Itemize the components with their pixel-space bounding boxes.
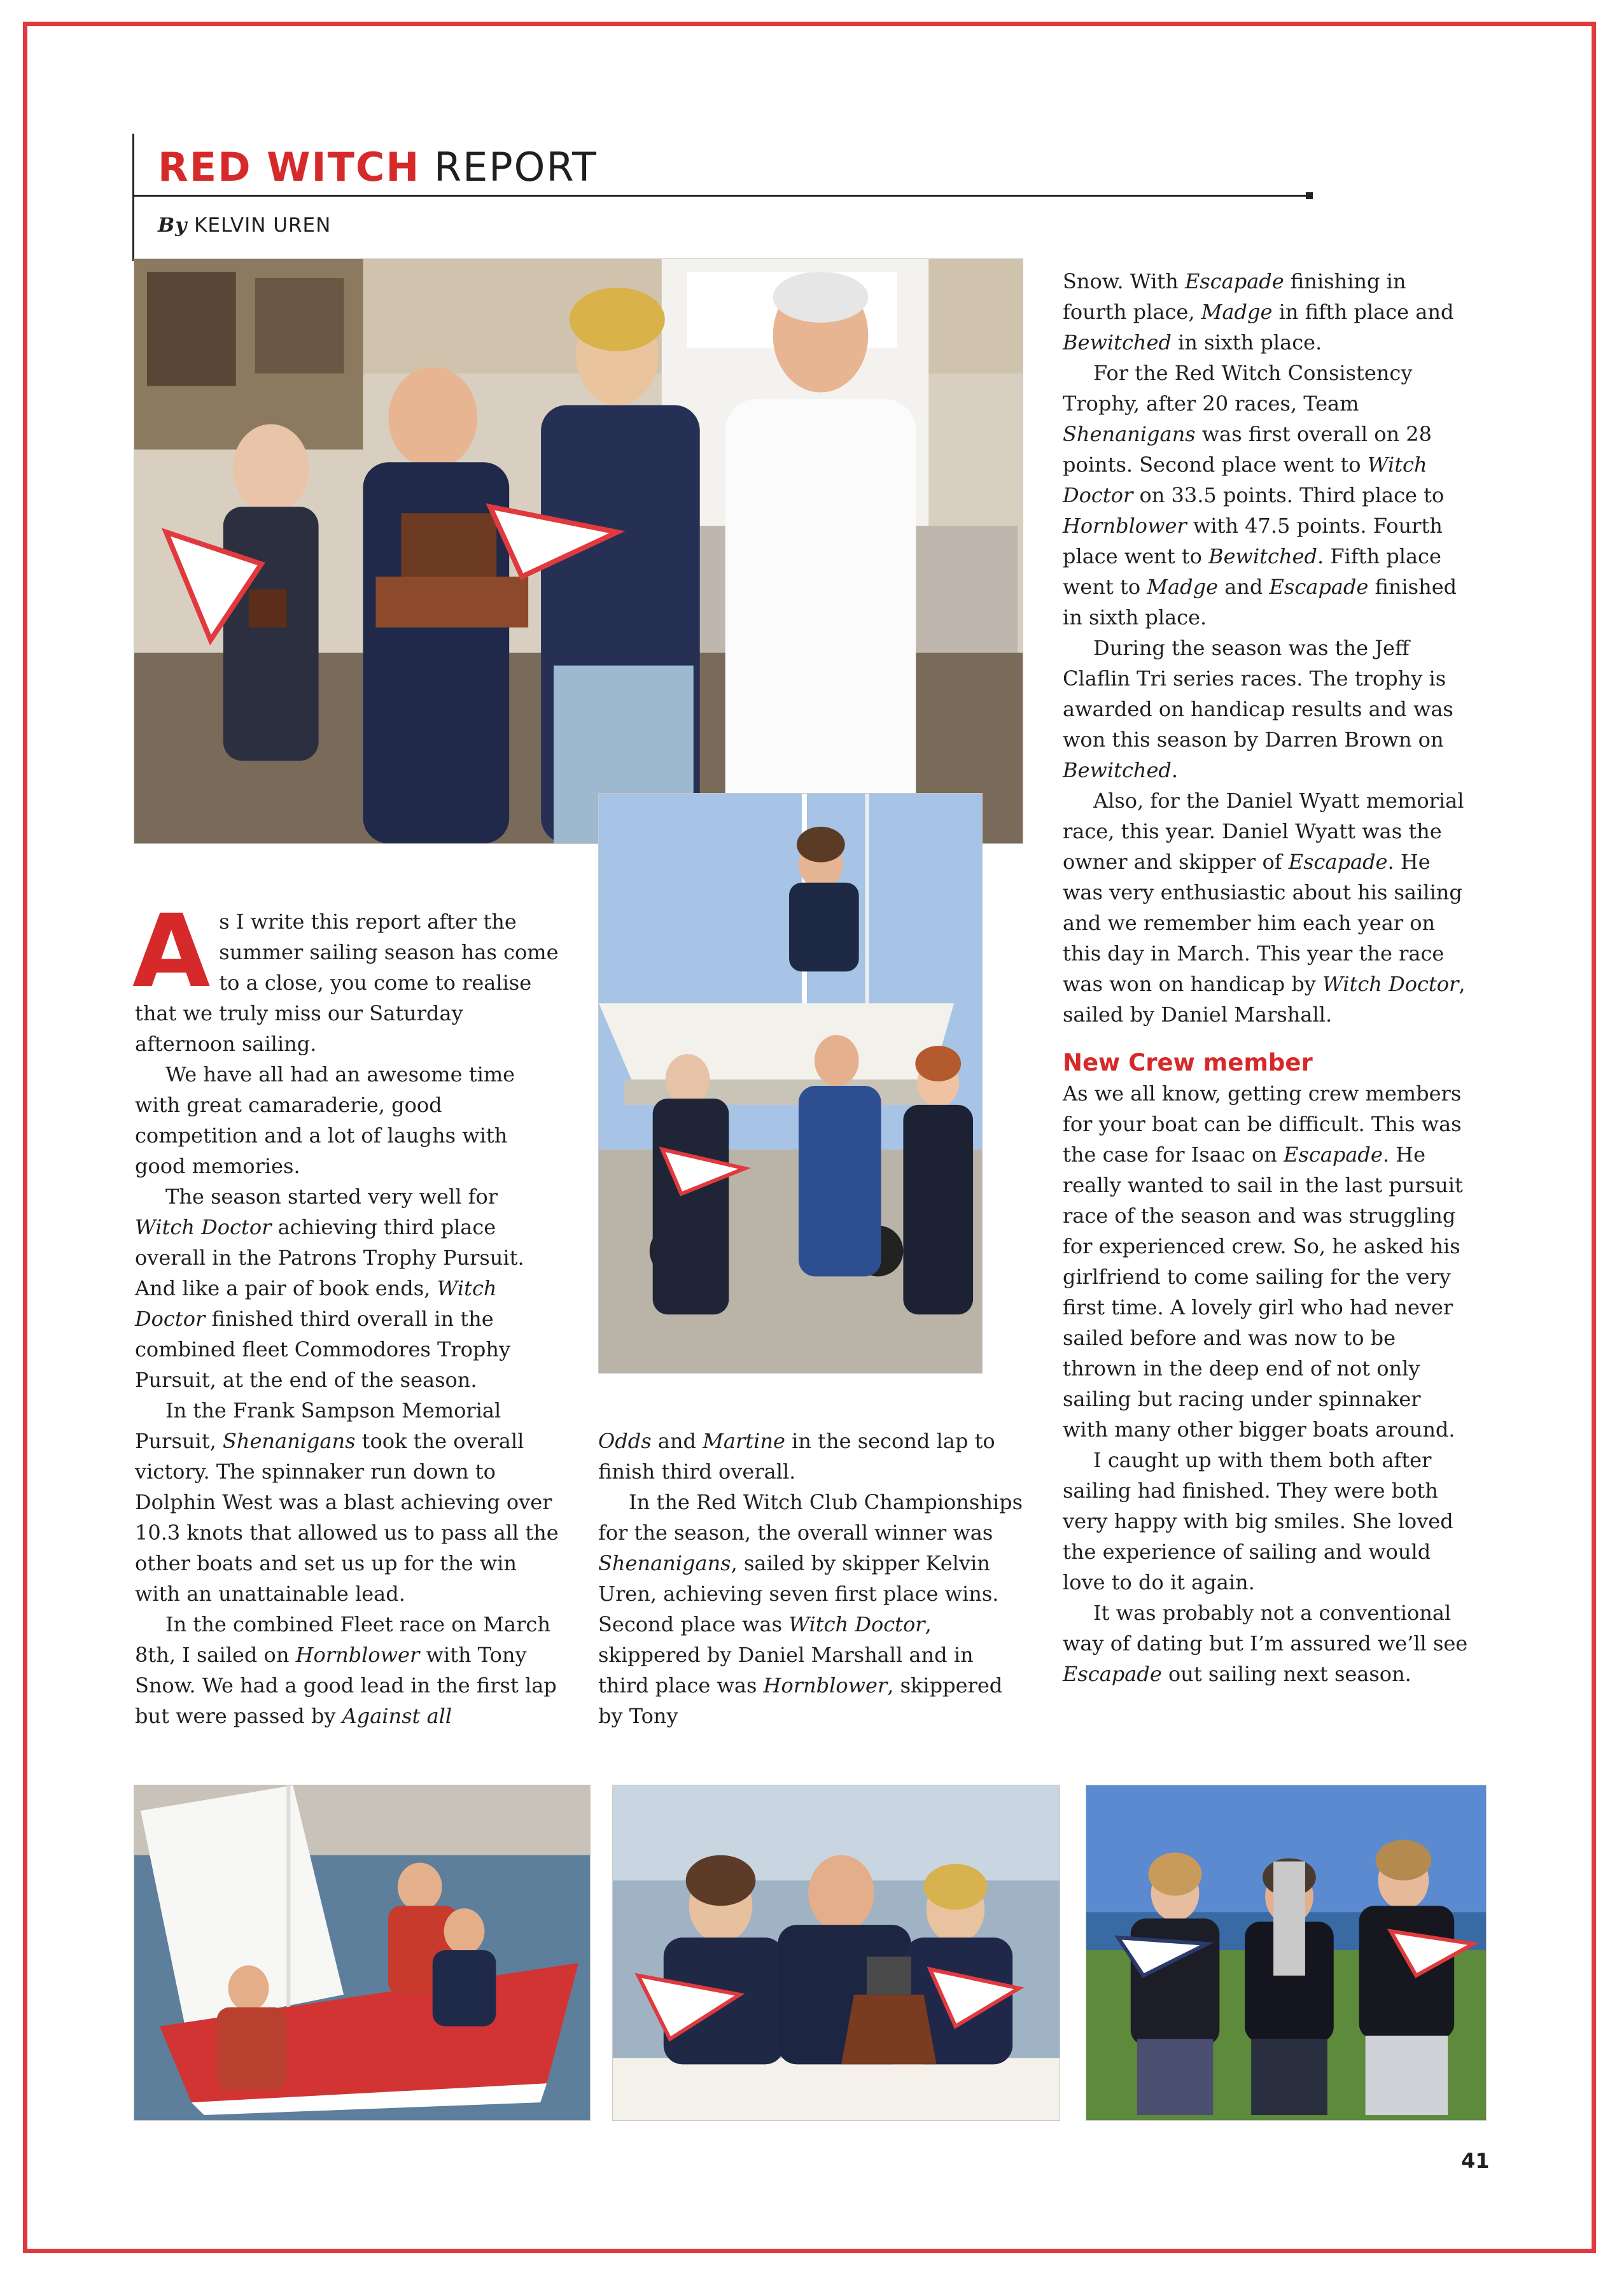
paragraph-text: finished third overall in the combined fleet Commodores Trophy Pursuit, at the end of the season.: [135, 1307, 511, 1392]
title-report: REPORT: [434, 144, 598, 190]
paragraph-text: with Tony Snow. We had a good lead in the first lap but were passed by: [135, 1643, 557, 1728]
article-paragraph: [598, 1487, 1025, 1731]
boat-name: Hornblower: [1063, 514, 1187, 538]
paragraph-text: We have all had an awesome time with great camaraderie, good competition and a lot of laughs with good memories.: [135, 1062, 515, 1178]
boat-name: Witch Doctor: [135, 1276, 497, 1331]
article-paragraph: [598, 1426, 1025, 1487]
header-vertical-rule: [132, 134, 134, 261]
article-paragraph: [1063, 785, 1470, 1030]
boat-name: Madge: [1147, 575, 1219, 599]
trophy-table-photo: [612, 1785, 1060, 2121]
paragraph-text: .: [1171, 758, 1179, 782]
trophy-presentation-photo: [134, 258, 1023, 844]
article-column-2: [598, 1426, 1025, 1731]
paragraph-text: achieving third place overall in the Patrons Trophy Pursuit. And like a pair of book ends,: [135, 1215, 524, 1300]
boat-name: Escapade: [1284, 1143, 1383, 1167]
crew-with-yacht-photo: [598, 793, 983, 1374]
byline: [158, 214, 331, 237]
paragraph-text: In the Frank Sampson Memorial Pursuit,: [135, 1398, 501, 1453]
paragraph-text: It was probably not a conventional way of dating but I’m assured we’ll see: [1063, 1601, 1468, 1656]
drop-cap: A: [132, 893, 211, 1010]
section-subheading: New Crew member: [1063, 1049, 1313, 1076]
article-column-1: [132, 893, 561, 1731]
boat-name: Odds: [598, 1429, 652, 1453]
article-column-3: [1063, 266, 1470, 1689]
paragraph-text: was first overall on 28 points. Second place went to: [1063, 422, 1432, 477]
paragraph-text: . He was very enthusiastic about his sailing and we remember him each year on this day in March. This year the race was won on handicap by: [1063, 850, 1462, 996]
header-rule: [134, 195, 1311, 197]
article-paragraph: [1063, 1445, 1470, 1598]
boat-name: Shenanigans: [222, 1429, 356, 1453]
paragraph-text: in fifth place and: [1272, 300, 1454, 324]
paragraph-text: Also, for the Daniel Wyatt memorial race, this year. Daniel Wyatt was the owner and skipper of: [1063, 789, 1464, 874]
paragraph-text: . He really wanted to sail in the last pursuit race of the season and was struggling for experienced crew. So, he asked his girlfriend to come sailing for the very first time. A lovely girl who had never sailed before and was now to be thrown in the deep end of not only sailing but racing under spinnaker with many other bigger boats around.: [1063, 1143, 1463, 1442]
boat-name: Bewitched: [1208, 544, 1317, 568]
boat-name: Against all: [342, 1704, 452, 1728]
article-paragraph: [1063, 1078, 1470, 1445]
boat-name: Escapade: [1063, 1662, 1162, 1686]
article-paragraph: [1063, 1598, 1470, 1689]
paragraph-text: , sailed by Daniel Marshall.: [1063, 972, 1466, 1027]
paragraph-text: s I write this report after the summer sailing season has come to a close, you come to realise that we truly miss our Saturday afternoon sailing.: [135, 910, 559, 1056]
article-paragraph: [1063, 266, 1470, 358]
boat-name: Witch Doctor: [135, 1215, 272, 1239]
article-paragraph: [135, 1609, 561, 1731]
boat-name: Shenanigans: [598, 1551, 731, 1575]
paragraph-text: in the second lap to finish third overall.: [598, 1429, 995, 1484]
byline-by: By: [158, 214, 188, 237]
boat-name: Martine: [703, 1429, 785, 1453]
boat-name: Hornblower: [763, 1673, 888, 1698]
boat-name: Hornblower: [295, 1643, 420, 1667]
paragraph-text: finishing in fourth place,: [1063, 269, 1406, 324]
byline-author: KELVIN UREN: [194, 214, 332, 237]
article-paragraph: [135, 1395, 561, 1609]
article-paragraph: [1063, 633, 1470, 785]
paragraph-text: For the Red Witch Consistency Trophy, after 20 races, Team: [1063, 361, 1413, 416]
boat-name: Escapade: [1269, 575, 1369, 599]
boat-name: Madge: [1201, 300, 1273, 324]
boat-name: Witch Doctor: [1063, 453, 1427, 507]
article-paragraph: [135, 1059, 561, 1181]
page-title: [158, 144, 598, 190]
paragraph-text: As we all know, getting crew members for your boat can be difficult. This was the case for Isaac on: [1063, 1081, 1462, 1167]
paragraph-text: with 47.5 points. Fourth place went to: [1063, 514, 1443, 568]
boat-name: Escapade: [1184, 269, 1284, 293]
paragraph-text: and: [651, 1429, 703, 1453]
boat-name: Bewitched: [1063, 330, 1172, 355]
paragraph-text: , skippered by Tony: [598, 1673, 1003, 1728]
article-paragraph: [1063, 358, 1470, 633]
boat-name: Escapade: [1288, 850, 1388, 874]
title-red-witch: RED WITCH: [158, 144, 421, 190]
boat-name: Bewitched: [1063, 758, 1172, 782]
paragraph-text: on 33.5 points. Third place to: [1133, 483, 1445, 507]
header-rule-end-dot: [1306, 192, 1313, 199]
article-paragraph: [135, 1181, 561, 1395]
boat-name: Shenanigans: [1063, 422, 1196, 446]
paragraph-text: In the Red Witch Club Championships for the season, the overall winner was: [598, 1490, 1023, 1545]
article-paragraph: [132, 893, 561, 1059]
paragraph-text: and: [1218, 575, 1270, 599]
paragraph-text: out sailing next season.: [1161, 1662, 1411, 1686]
paragraph-text: During the season was the Jeff Claflin Tri series races. The trophy is awarded on handicap results and was won this season by Darren Brown on: [1063, 636, 1453, 752]
sailing-yacht-photo: [134, 1785, 591, 2121]
paragraph-text: Snow. With: [1063, 269, 1185, 293]
paragraph-text: , sailed by skipper Kelvin Uren, achieving seven first place wins. Second place was: [598, 1551, 999, 1636]
paragraph-text: . Fifth place went to: [1063, 544, 1441, 599]
paragraph-text: in sixth place.: [1171, 330, 1322, 355]
paragraph-text: In the combined Fleet race on March 8th, I sailed on: [135, 1612, 550, 1667]
trophy-lawn-photo: [1086, 1785, 1487, 2121]
boat-name: Witch Doctor: [788, 1612, 925, 1636]
paragraph-text: , skippered by Daniel Marshall and in third place was: [598, 1612, 974, 1698]
paragraph-text: took the overall victory. The spinnaker run down to Dolphin West was a blast achieving over 10.3 knots that allowed us to pass all the other boats and set us up for the win with an unattainable lead.: [135, 1429, 559, 1606]
boat-name: Witch Doctor: [1322, 972, 1459, 996]
paragraph-text: finished in sixth place.: [1063, 575, 1457, 629]
page-number: 41: [1461, 2149, 1490, 2173]
paragraph-text: I caught up with them both after sailing had finished. They were both very happy with big smiles. She loved the experience of sailing and would love to do it again.: [1063, 1448, 1453, 1594]
paragraph-text: The season started very well for: [165, 1185, 498, 1209]
